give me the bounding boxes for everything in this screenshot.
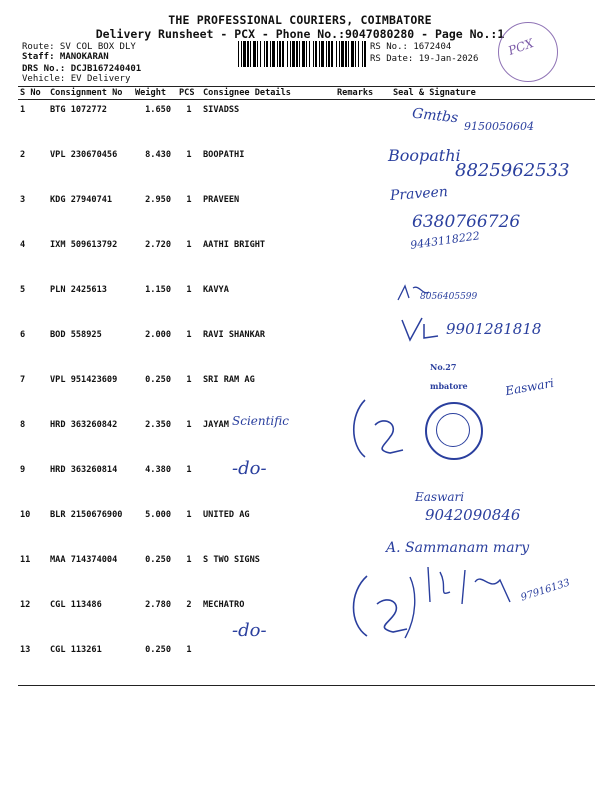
row-consignee: PRAVEEN [203,195,240,205]
row-pcs: 1 [186,195,192,205]
handwritten-note-row8: Scientific [232,414,289,428]
row-weight: 5.000 [145,510,171,520]
handwritten-sign-row1: Gmtbs [411,105,459,127]
row-consignee: JAYAM [203,420,229,430]
row-weight: 0.250 [133,640,177,686]
row-consignment: CGL 113486 [50,600,102,610]
row-pcs: 2 [186,600,192,610]
table-row [18,460,595,505]
row-pcs: 1 [186,330,192,340]
row-weight: 2.950 [145,195,171,205]
signature-scribble-row5 [395,282,431,304]
table-row [18,280,595,325]
row-consignee: AATHI BRIGHT [203,240,266,250]
row-remarks [335,280,391,325]
row-consignment: PLN 2425613 [50,285,107,295]
row-remarks [335,145,391,190]
signature-scribble-row12b [420,562,520,612]
row-pcs: 1 [186,240,192,250]
row-pcs: 1 [186,555,192,565]
handwritten-phone-row6: 9901281818 [446,320,542,338]
row-weight: 0.250 [145,555,171,565]
row-sno: 10 [20,510,31,520]
header-weight: Weight [133,87,177,100]
row-signature [391,370,595,415]
stamp-text-line1: No.27 [430,362,457,372]
row-weight: 2.780 [145,600,171,610]
row-consignee: RAVI SHANKAR [203,330,266,340]
row-weight: 0.250 [145,375,171,385]
row-remarks [335,325,391,370]
handwritten-sign-row8: Easwari [504,375,555,399]
handwritten-phone-row12: 97916133 [519,577,572,604]
route-text: Route: SV COL BOX DLY [22,42,136,52]
row-consignee [201,460,335,505]
row-remarks [335,505,391,550]
table-header-row [18,87,595,100]
vehicle-text: Vehicle: EV Delivery [22,74,131,84]
row-remarks [335,100,391,146]
header-remarks: Remarks [335,87,391,100]
row-consignment: BOD 558925 [50,330,102,340]
row-remarks [335,640,391,686]
row-sno: 3 [20,195,26,205]
ditto-mark-row9: -do- [232,458,267,479]
row-pcs: 1 [186,105,192,115]
company-seal [425,402,483,460]
row-consignee: MECHATRO [203,600,245,610]
row-sno: 13 [18,640,48,686]
row-sno: 1 [20,105,26,115]
row-consignment: HRD 363260842 [50,420,118,430]
handwritten-sign-row3: Praveen [389,183,449,205]
row-remarks [335,235,391,280]
row-pcs: 1 [186,150,192,160]
header-pcs: PCS [177,87,201,100]
row-signature [391,640,595,686]
handwritten-phone-row10: 9042090846 [425,506,521,524]
header-sno: S No [18,87,48,100]
row-consignment: VPL 230670456 [50,150,118,160]
row-consignment: IXM 509613792 [50,240,118,250]
signature-scribble-row12 [345,572,420,642]
row-weight: 1.150 [145,285,171,295]
table-row [18,235,595,280]
header-consignee: Consignee Details [201,87,335,100]
handwritten-sign-row10: Easwari [415,490,465,504]
header-signature: Seal & Signature [391,87,595,100]
row-signature [391,415,595,460]
handwritten-phone-row4: 6380766726 [412,212,521,232]
row-weight: 2.720 [145,240,171,250]
row-weight: 8.430 [145,150,171,160]
row-weight: 1.650 [145,105,171,115]
header-consignment: Consignment No [48,87,133,100]
row-weight: 2.000 [145,330,171,340]
row-sno: 2 [20,150,26,160]
row-consignee: BOOPATHI [203,150,245,160]
row-pcs: 1 [186,375,192,385]
handwritten-alt-phone-row4: 9443118222 [409,229,481,252]
row-sno: 4 [20,240,26,250]
row-consignee: KAVYA [203,285,229,295]
rs-number: RS No.: 1672404 [370,42,452,52]
row-remarks [335,460,391,505]
row-pcs: 1 [186,285,192,295]
top-stamp-text: PCX [506,36,536,58]
runsheet-subtitle: Delivery Runsheet - PCX - Phone No.:9047080280 - Page No.:1 [95,27,505,41]
row-consignee: SIVADSS [203,105,240,115]
handwritten-sign-row2: Boopathi [388,146,461,165]
handwritten-phone-row2: 8825962533 [455,160,570,181]
row-weight: 2.350 [145,420,171,430]
row-sno: 12 [20,600,31,610]
row-consignment: CGL 113261 [48,640,133,686]
row-sno: 5 [20,285,26,295]
table-row [18,640,595,686]
row-sno: 6 [20,330,26,340]
row-pcs: 1 [186,420,192,430]
row-consignment: HRD 363260814 [50,465,118,475]
row-consignee: SRI RAM AG [203,375,255,385]
ditto-mark-row13: -do- [232,620,267,641]
row-sno: 8 [20,420,26,430]
row-pcs: 1 [186,510,192,520]
handwritten-phone-row5: 8056405599 [420,292,478,302]
row-consignment: VPL 951423609 [50,375,118,385]
row-sno: 11 [20,555,31,565]
row-consignment: MAA 714374004 [50,555,118,565]
row-weight: 4.380 [145,465,171,475]
row-remarks [335,190,391,235]
row-pcs: 1 [186,465,192,475]
signature-scribble-row8 [345,395,415,465]
drs-number: DRS No.: DCJB167240401 [22,64,142,74]
company-title: THE PROFESSIONAL COURIERS, COIMBATORE [168,13,432,27]
row-sno: 9 [20,465,26,475]
row-pcs: 1 [177,640,201,686]
handwritten-phone-row1: 9150050604 [464,120,534,133]
row-consignment: KDG 27940741 [50,195,113,205]
rs-date: RS Date: 19-Jan-2026 [370,54,479,64]
signature-scribble-row6 [400,316,440,342]
row-consignment: BLR 2150676900 [50,510,123,520]
row-consignee: UNITED AG [203,510,250,520]
row-consignee: S TWO SIGNS [203,555,260,565]
stamp-text-line2: mbatore [430,381,468,391]
row-consignee [201,640,335,686]
staff-text: Staff: MANOKARAN [22,52,109,62]
handwritten-note-row11: A. Sammanam mary [386,540,530,556]
table-row [18,415,595,460]
row-consignment: BTG 1072772 [50,105,107,115]
top-ink-stamp [498,22,558,82]
row-sno: 7 [20,375,26,385]
barcode [238,41,368,67]
